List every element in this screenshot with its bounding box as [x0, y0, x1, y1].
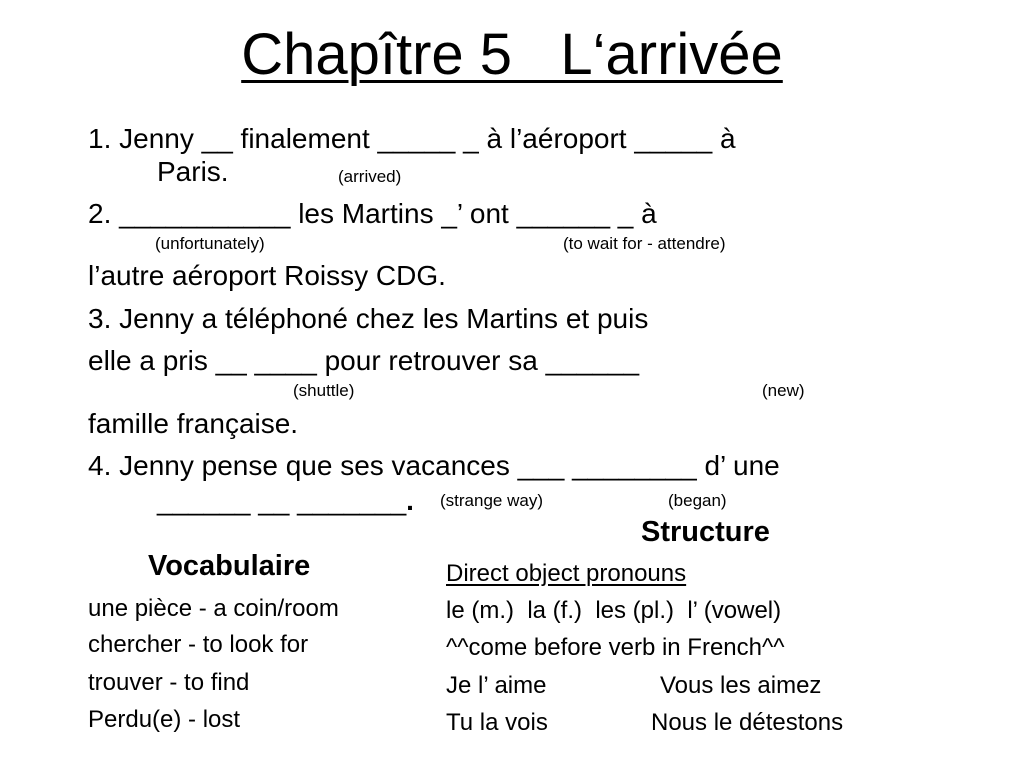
- exercise-4-blanks: ______ __ _______: [157, 485, 407, 516]
- exercise-1-line-1: 1. Jenny __ finalement _____ _ à l’aéroport _____ à: [88, 123, 736, 154]
- exercise-4-hint-began: (began): [668, 491, 727, 510]
- structure-rule: ^^come before verb in French^^: [446, 634, 785, 661]
- page-title: Chapître 5 L‘arrivée: [241, 22, 783, 87]
- structure-heading: Structure: [641, 516, 770, 548]
- exercise-4-line-1: 4. Jenny pense que ses vacances ___ ________ d’ une: [88, 450, 780, 481]
- vocab-item: une pièce - a coin/room: [88, 595, 339, 622]
- exercise-4-hint-strange-way: (strange way): [440, 491, 543, 510]
- vocab-item: chercher - to look for: [88, 631, 309, 658]
- exercise-3-line-3: famille française.: [88, 408, 299, 439]
- vocabulaire-heading: Vocabulaire: [148, 550, 311, 582]
- structure-subheading: Direct object pronouns: [446, 560, 687, 587]
- structure-example: Tu la vois: [446, 709, 548, 736]
- exercise-3-line-1: 3. Jenny a téléphoné chez les Martins et puis: [88, 303, 649, 334]
- structure-example: Nous le détestons: [651, 709, 844, 736]
- vocab-item: trouver - to find: [88, 669, 250, 696]
- structure-example: Vous les aimez: [660, 672, 822, 699]
- vocab-item: Perdu(e) - lost: [88, 706, 241, 733]
- exercise-4-line-2: [157, 487, 414, 515]
- exercise-2-hint-unfortunately: (unfortunately): [155, 234, 265, 253]
- exercise-2-line-1: 2. ___________ les Martins _’ ont ______ _ à: [88, 198, 657, 229]
- exercise-3-hint-shuttle: (shuttle): [293, 381, 355, 400]
- structure-pronoun-list: le (m.) la (f.) les (pl.) l’ (vowel): [446, 597, 782, 624]
- structure-example: Je l’ aime: [446, 672, 547, 699]
- exercise-1-hint: (arrived): [338, 167, 402, 186]
- exercise-1-line-2: Paris.: [157, 156, 229, 187]
- exercise-2-line-2: l’autre aéroport Roissy CDG.: [88, 260, 446, 291]
- exercise-3-hint-new: (new): [762, 381, 805, 400]
- exercise-3-line-2: elle a pris __ ____ pour retrouver sa ______: [88, 345, 640, 376]
- exercise-4-period: .: [406, 485, 414, 516]
- exercise-2-hint-wait: (to wait for - attendre): [563, 234, 726, 253]
